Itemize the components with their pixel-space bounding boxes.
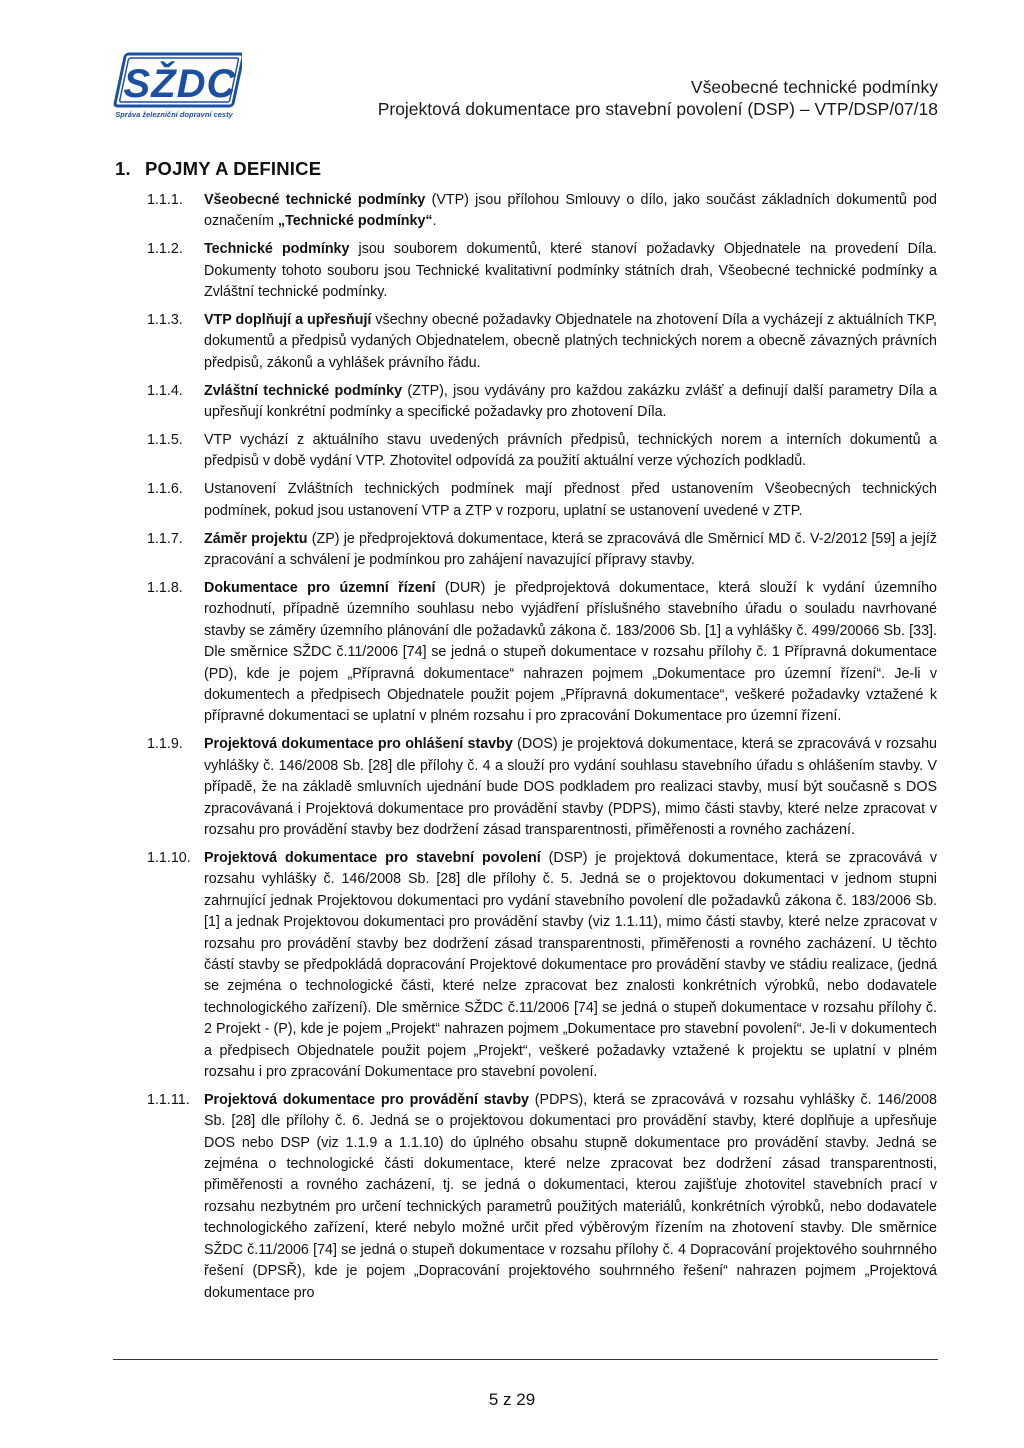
item-text: (PDPS), která se zpracovává v rozsahu vyhlášky č. 146/2008 Sb. [28] dle přílohy č. 6. Jedná se o projektovou dokumentaci pro provádění stavby, které doplňuje a upřesňuje DOS nebo DSP (viz 1.1.9 a 1.1.10) do úplného obsahu stupně dokumentace pro provádění stavby. Jedná se zejména o technologické části dokumentace, které nelze zpracovat bez dodržení zásad transparentnosti, přiměřenosti a rovného zacházení, tj. se jedná o dokumentaci, kterou zajišťuje zhotovitel stavebních prací v rozsahu nezbytném pro určení technických parametrů použitých materiálů, konkrétních výrobků, nebo dodavatele technologického zařízení, které nebylo možné určit před výběrovým řízením na zhotovení stavby. Dle směrnice SŽDC č.11/2006 [74] se jedná o stupeň dokumentace v rozsahu přílohy č. 4 Dopracování projektového souhrnného řešení (DPSŘ), kde je pojem „Dopracování projektového souhrnného řešení“ nahrazen pojmem „Projektová dokumentace pro <box>204 1091 937 1301</box>
item-text: (DSP) je projektová dokumentace, která se zpracovává v rozsahu vyhlášky č. 146/2008 Sb. [28] dle přílohy č. 5. Jedná se o projektovou dokumentaci v jednom stupni zahrnující jednak Projektovou dokumentaci pro vydání stavebního povolení dle požadavků zákona č. 183/2006 Sb. [1] a jednak Projektovou dokumentaci pro provádění stavby (viz 1.1.11), mimo části stavby, které nelze zpracovat v rozsahu pro provádění stavby bez dodržení zásad transparentnosti, přiměřenosti a rovného zacházení. U těchto částí stavby se předpokládá dopracování Projektové dokumentace pro provádění stavby ve stádiu realizace, (jedná se zejména o technologické části, které nelze zpracovat bez znalosti konkrétních výrobků, nebo dodavatele technologického zařízení). Dle směrnice SŽDC č.11/2006 [74] se jedná o stupeň dokumentace v rozsahu přílohy č. 2 Projekt - (P), kde je pojem „Projekt“ nahrazen pojmem „Dokumentace pro stavební povolení“. Je-li v dokumentech a předpisech Objednatele použit pojem „Projekt“, veškeré požadavky vztažené k projektu se uplatní v plném rozsahu i pro zpracování Dokumentace pro stavební povolení. <box>204 849 937 1080</box>
term: Záměr projektu <box>204 530 308 547</box>
item-text: (DUR) je předprojektová dokumentace, která slouží k vydání územního rozhodnutí, případně územního souhlasu nebo vyjádření příslušného stavebního úřadu o souladu navrhované stavby se záměry územního plánování dle požadavků zákona č. 183/2006 Sb. [1] a vyhlášky č. 499/20066 Sb. [33]. Dle směrnice SŽDC č.11/2006 [74] se jedná o stupeň dokumentace v rozsahu přílohy č. 1 Přípravná dokumentace (PD), kde je pojem „Přípravná dokumentace“ nahrazen pojmem „Dokumentace pro územní řízení“. Je-li v dokumentech a předpisech Objednatele použit pojem „Přípravná dokumentace“, veškeré požadavky vztažené k přípravné dokumentaci se uplatní v plném rozsahu i pro zpracování Dokumentace pro územní řízení. <box>204 580 937 725</box>
item-text-2: . <box>432 213 437 230</box>
item-text: (ZTP), jsou vydávány pro každou zakázku zvlášť a definují další parametry Díla a upřesňují konkrétní podmínky a specifické požadavky pro zhotovení Díla. <box>204 382 937 421</box>
item-text: VTP vychází z aktuálního stavu uvedených právních předpisů, technických norem a interních dokumentů a předpisů v době vydání VTP. Zhotovitel odpovídá za použití aktuální verze výchozích podkladů. <box>204 432 937 470</box>
item-text: všechny obecné požadavky Objednatele na zhotovení Díla a vycházejí z aktuálních TKP, dokumentů a předpisů vydaných Objednatelem, obecně platných technických norem a obecně závazných právních předpisů, zákonů a vyhlášek právního řádu. <box>204 312 937 371</box>
definition-1-1-1 <box>115 190 937 233</box>
term: Projektová dokumentace pro stavební povolení <box>204 849 541 866</box>
header-subtitle: Projektová dokumentace pro stavební povolení (DSP) – VTP/DSP/07/18 <box>377 99 938 119</box>
item-text: Ustanovení Zvláštních technických podmínek mají přednost před ustanovením Všeobecných technických podmínek, pokud jsou ustanovení VTP a ZTP v rozporu, uplatní se ustanovení uvedené v ZTP. <box>204 481 937 519</box>
definition-1-1-10 <box>115 848 937 1083</box>
definition-1-1-9 <box>115 734 937 841</box>
item-number: 1.1.11. <box>147 1091 190 1108</box>
item-number: 1.1.8. <box>147 580 183 596</box>
definition-1-1-4 <box>115 381 937 424</box>
term: Projektová dokumentace pro provádění stavby <box>204 1091 530 1108</box>
running-header <box>378 76 938 120</box>
definition-1-1-3 <box>115 310 937 374</box>
term: Zvláštní technické podmínky <box>204 382 403 399</box>
item-text: (DOS) je projektová dokumentace, která se zpracovává v rozsahu vyhlášky č. 146/2008 Sb. [28] dle přílohy č. 4 a slouží pro vydání souhlasu stavebního úřadu s ohlášením stavby. V případě, že na základě smluvních ujednání bude DOS podkladem pro realizaci stavby, musí být současně s DOS zpracovávaná i Projektová dokumentace pro provádění stavby (PDPS), mimo části stavby, které nelze zpracovat v rozsahu pro provádění stavby bez dodržení zásad transparentnosti, přiměřenosti a rovného zacházení. <box>204 736 937 838</box>
item-number: 1.1.5. <box>147 432 183 449</box>
definition-1-1-11 <box>115 1090 937 1304</box>
logo-text: SŽDC <box>123 62 237 106</box>
term: Projektová dokumentace pro ohlášení stavby <box>204 736 513 753</box>
term: VTP doplňují a upřesňují <box>204 312 372 329</box>
definition-1-1-7 <box>115 529 937 572</box>
definition-1-1-6 <box>115 479 937 522</box>
term: Dokumentace pro územní řízení <box>204 580 436 596</box>
item-number: 1.1.9. <box>147 736 183 753</box>
footer-divider <box>113 1359 938 1360</box>
item-text: jsou souborem dokumentů, které stanoví požadavky Objednatele na provedení Díla. Dokumenty tohoto souboru jsou Technické kvalitativní podmínky státních drah, Všeobecné technické podmínky a Zvláštní technické podmínky. <box>204 241 937 301</box>
item-text: (ZP) je předprojektová dokumentace, která se zpracovává dle Směrnicí MD č. V-2/2012 [59] a jejíž zpracování a schválení je podmínkou pro zahájení navazující přípravy stavby. <box>204 530 937 569</box>
item-number: 1.1.6. <box>147 481 183 498</box>
section-title: POJMY A DEFINICE <box>145 158 322 179</box>
item-number: 1.1.10. <box>147 849 191 866</box>
logo-subtitle: Správa železniční dopravní cesty <box>115 110 233 119</box>
term: Technické podmínky <box>204 241 350 258</box>
item-number: 1.1.1. <box>147 192 183 208</box>
section-heading <box>115 158 321 180</box>
term: Všeobecné technické podmínky <box>204 192 426 208</box>
szdc-logo-icon <box>112 52 242 120</box>
definition-1-1-5 <box>115 430 937 473</box>
item-number: 1.1.3. <box>147 312 183 329</box>
page-number: 5 z 29 <box>488 1390 536 1409</box>
szdc-logo <box>112 52 242 120</box>
item-number: 1.1.4. <box>147 382 183 399</box>
item-number: 1.1.7. <box>147 530 183 547</box>
header-title: Všeobecné technické podmínky <box>690 77 938 97</box>
definition-1-1-2 <box>115 239 937 303</box>
definitions-list <box>115 190 937 1310</box>
section-number: 1. <box>115 158 131 179</box>
item-number: 1.1.2. <box>147 241 183 258</box>
definition-1-1-8 <box>115 578 937 728</box>
term-2: „Technické podmínky“ <box>277 213 433 230</box>
item-text: (VTP) jsou přílohou Smlouvy o dílo, jako součást základních dokumentů pod označením <box>204 192 937 230</box>
